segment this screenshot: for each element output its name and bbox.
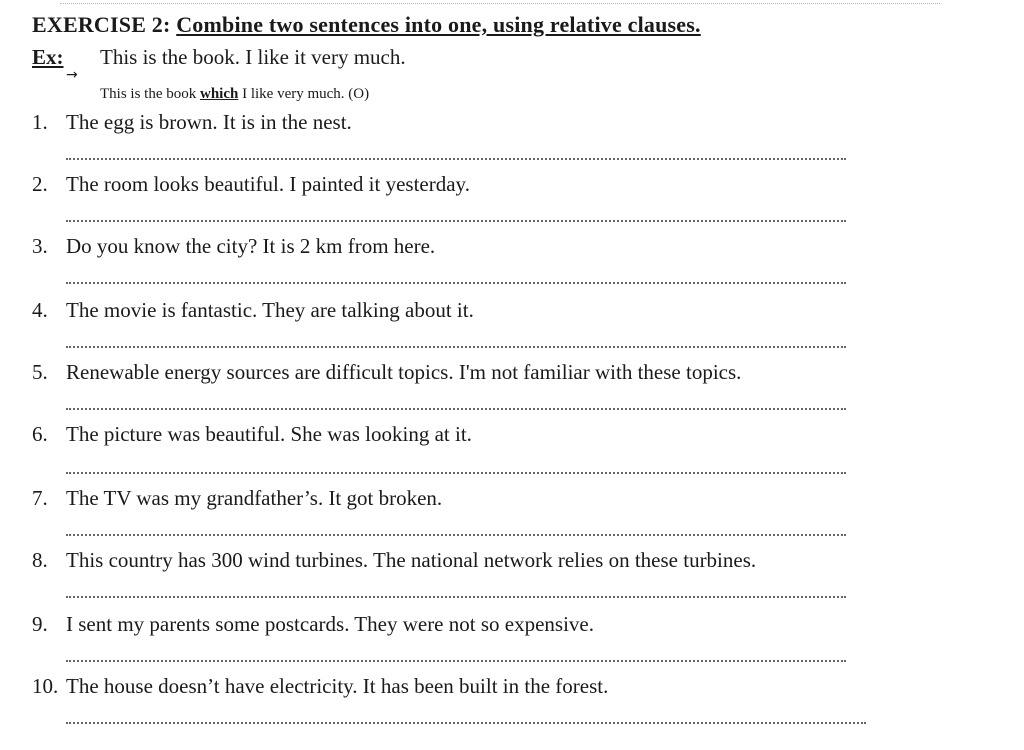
item-number: 5. xyxy=(32,360,48,384)
answer-line-6[interactable] xyxy=(66,472,846,474)
item-text: Do you know the city? It is 2 km from here. xyxy=(66,234,436,258)
item-number: 3. xyxy=(32,234,48,258)
exercise-item-9 xyxy=(32,612,594,637)
answer-line-10[interactable] xyxy=(66,722,866,724)
example-answer-start: This is the book xyxy=(100,86,200,102)
item-number: 1. xyxy=(32,110,48,134)
item-text: The house doesn’t have electricity. It has been built in the forest. xyxy=(66,674,609,698)
item-text: This country has 300 wind turbines. The national network relies on these turbines. xyxy=(66,548,757,572)
exercise-item-3 xyxy=(32,234,435,259)
exercise-item-2 xyxy=(32,172,470,197)
arrow-icon: → xyxy=(66,67,78,83)
item-number: 7. xyxy=(32,486,48,510)
answer-line-2[interactable] xyxy=(66,220,846,222)
item-text: The room looks beautiful. I painted it yesterday. xyxy=(66,172,470,196)
item-text: The egg is brown. It is in the nest. xyxy=(66,110,352,134)
item-number: 4. xyxy=(32,298,48,322)
answer-line-8[interactable] xyxy=(66,596,846,598)
exercise-title-instruction: Combine two sentences into one, using relative clauses. xyxy=(176,12,701,37)
exercise-title-prefix: EXERCISE 2: xyxy=(32,12,177,37)
exercise-item-7 xyxy=(32,486,442,511)
item-text: Renewable energy sources are difficult topics. I'm not familiar with these topics. xyxy=(66,360,742,384)
top-divider xyxy=(60,0,940,4)
answer-line-4[interactable] xyxy=(66,346,846,348)
answer-line-9[interactable] xyxy=(66,660,846,662)
answer-line-1[interactable] xyxy=(66,158,846,160)
item-text: I sent my parents some postcards. They were not so expensive. xyxy=(66,612,594,636)
item-text: The TV was my grandfather’s. It got broken. xyxy=(66,486,443,510)
exercise-item-10 xyxy=(32,674,608,699)
answer-line-5[interactable] xyxy=(66,408,846,410)
item-text: The movie is fantastic. They are talking about it. xyxy=(66,298,474,322)
example-answer-keyword: which xyxy=(200,86,239,102)
example-sentence: This is the book. I like it very much. xyxy=(100,45,406,69)
answer-line-3[interactable] xyxy=(66,282,846,284)
item-number: 6. xyxy=(32,422,48,446)
exercise-item-8 xyxy=(32,548,756,573)
item-text: The picture was beautiful. She was looking at it. xyxy=(66,422,472,446)
item-number: 9. xyxy=(32,612,48,636)
exercise-item-1 xyxy=(32,110,352,135)
example-answer-end: I like very much. (O) xyxy=(238,86,370,102)
exercise-item-4 xyxy=(32,298,474,323)
exercise-item-6 xyxy=(32,422,472,447)
example-label: Ex: xyxy=(32,45,64,69)
item-number: 8. xyxy=(32,548,48,572)
exercise-title xyxy=(32,12,701,38)
answer-line-7[interactable] xyxy=(66,534,846,536)
item-number: 2. xyxy=(32,172,48,196)
exercise-item-5 xyxy=(32,360,741,385)
example-answer xyxy=(100,86,369,103)
item-number: 10. xyxy=(32,674,59,698)
